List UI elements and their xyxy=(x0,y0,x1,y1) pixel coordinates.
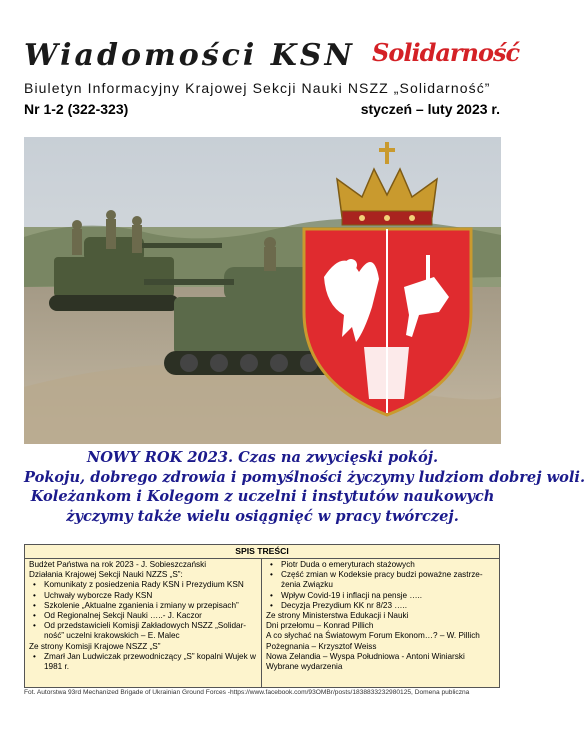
toc-item: Nowa Zelandia – Wyspa Południowa - Antoni Winiarski xyxy=(266,651,465,661)
toc-item: • Uchwały wyborcze Rady KSN xyxy=(29,591,257,601)
photo-credit: Fot. Autorstwa 93rd Mechanized Brigade of Ukrainian Ground Forces -https://www.facebook.com/93OMBr/posts/1838833232980125, Domena publiczna xyxy=(24,689,470,696)
toc-item: • Od Regionalnej Sekcji Nauki …..- J. Kaczor xyxy=(29,611,257,621)
toc-heading: SPIS TREŚCI xyxy=(25,545,499,559)
toc-left-column xyxy=(25,559,262,688)
masthead-title: Wiadomości KSN xyxy=(24,38,355,73)
wishes-line-1: NOWY ROK 2023. Czas na zwycięski pokój. xyxy=(86,449,439,466)
toc-item: • Komunikaty z posiedzenia Rady KSN i Prezydium KSN xyxy=(29,580,257,590)
wishes-line-2: Pokoju, dobrego zdrowia i pomyślności życzymy ludziom dobrej woli. xyxy=(24,468,585,486)
toc-item: Budżet Państwa na rok 2023 - J. Sobieszczański xyxy=(29,560,207,569)
toc-item: • Wpływ Covid-19 i inflacji na pensje ….. xyxy=(266,591,495,601)
wishes-line-4: życzymy także wielu osiągnięć w pracy twórczej. xyxy=(66,507,459,525)
toc-item: • Piotr Duda o emeryturach stażowych xyxy=(266,560,495,570)
toc-right-column xyxy=(262,559,499,688)
toc-item: Ze strony Ministerstwa Edukacji i Nauki xyxy=(266,611,409,621)
toc-item: Wybrane wydarzenia xyxy=(266,662,343,672)
issue-info xyxy=(24,101,500,117)
toc-item: • Część zmian w Kodeksie pracy budzi poważne zastrze-żenia Związku xyxy=(266,570,495,590)
toc-item: Dni przełomu – Konrad Pillich xyxy=(266,621,374,631)
toc-item: Pożegnania – Krzysztof Weiss xyxy=(266,641,377,651)
toc-item: • Zmarł Jan Ludwiczak przewodniczący „S” kopalni Wujek w 1981 r. xyxy=(29,652,257,672)
masthead-subtitle: Biuletyn Informacyjny Krajowej Sekcji Nauki NSZZ „Solidarność” xyxy=(24,80,491,96)
new-year-wishes xyxy=(24,448,585,526)
toc-item: • Od przedstawicieli Komisji Zakładowych NSZZ „Solidar-ność” uczelni krakowskich – E. Malec xyxy=(29,621,257,641)
table-of-contents xyxy=(24,544,500,688)
wishes-line-3: Koleżankom i Kolegom z uczelni i instytutów naukowych xyxy=(30,488,495,506)
toc-item: Ze strony Komisji Krajowe NSZZ „S” xyxy=(29,641,161,651)
cover-photo xyxy=(24,137,501,444)
solidarnosc-logo: Solidarność xyxy=(372,38,520,67)
toc-item: A co słychać na Światowym Forum Ekonom…? – W. Pillich xyxy=(266,631,480,641)
issue-date: styczeń – luty 2023 r. xyxy=(360,101,500,117)
toc-item: Działania Krajowej Sekcji Nauki NZZS „S”: xyxy=(29,570,183,580)
toc-item: • Decyzja Prezydium KK nr 8/23 ….. xyxy=(266,601,495,611)
toc-item: • Szkolenie „Aktualne zganienia i zmiany w przepisach” xyxy=(29,601,257,611)
issue-number: Nr 1-2 (322-323) xyxy=(24,101,129,117)
